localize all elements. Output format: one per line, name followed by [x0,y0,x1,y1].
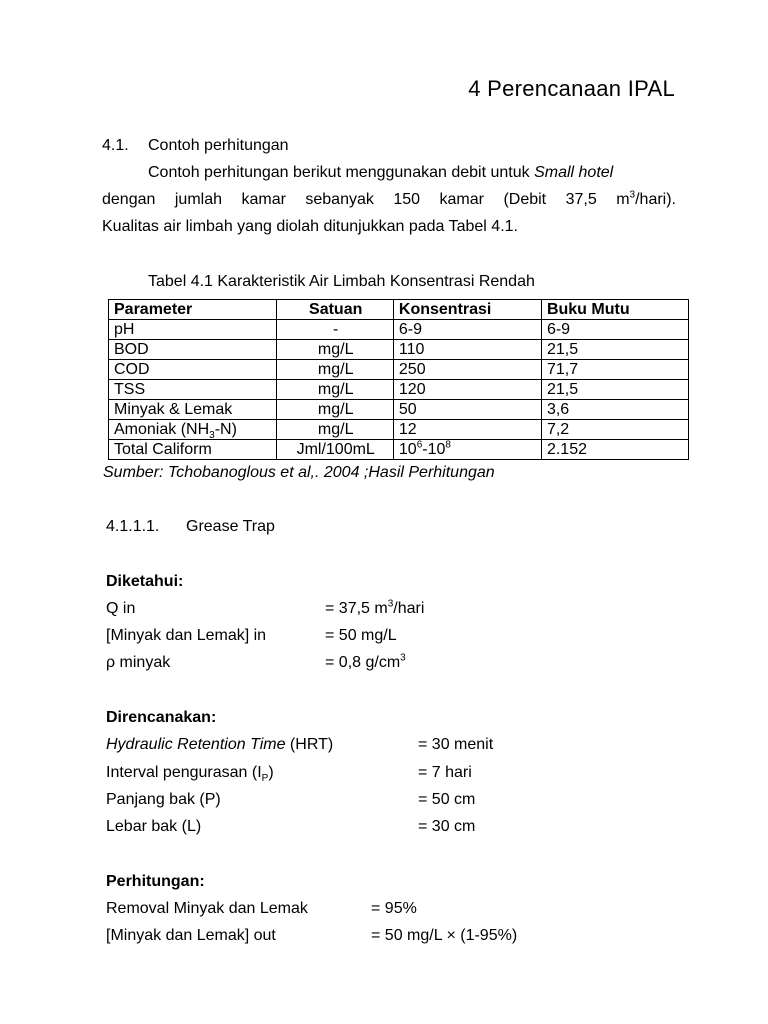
cell-konsentrasi: 6-9 [393,320,541,340]
cell-buku-mutu: 21,5 [541,340,688,360]
diketahui-value-rho [325,654,406,672]
perhitungan-label-removal: Removal Minyak dan Lemak [106,900,308,917]
direncanakan-value-lebar: = 30 cm [418,818,476,835]
direncanakan-value-panjang: = 50 cm [418,791,476,808]
table-source: Sumber: Tchobanoglous et al,. 2004 ;Hasil Perhitungan [103,464,495,481]
table-row [109,420,689,440]
perhitungan-label-out: [Minyak dan Lemak] out [106,927,276,944]
cell-konsentrasi-base: 10 [398,440,417,458]
label-text: (HRT) [285,736,334,753]
cell-konsentrasi-exp1: 6 [416,439,423,451]
cell-parameter: BOD [109,340,277,360]
cell-parameter: COD [109,360,277,380]
cell-satuan: mg/L [277,400,393,420]
chapter-title: 4 Perencanaan IPAL [468,76,675,101]
table-header-satuan: Satuan [277,300,393,320]
cell-parameter [109,420,277,440]
cell-buku-mutu: 2.152 [541,440,688,460]
cell-parameter-text: Amoniak (NH [114,420,210,438]
cell-konsentrasi: 250 [393,360,541,380]
subsection-number: 4.1.1.1. [106,518,160,535]
cell-konsentrasi: 110 [393,340,541,360]
direncanakan-label-lebar: Lebar bak (L) [106,818,202,835]
cell-buku-mutu: 7,2 [541,420,688,440]
table-row [109,360,689,380]
intro-line-1-text: Contoh perhitungan berikut menggunakan debit untuk [148,164,535,181]
table-row [109,440,689,460]
perhitungan-value-removal: = 95% [371,900,417,917]
cell-parameter: pH [109,320,277,340]
intro-line-3: Kualitas air limbah yang diolah ditunjukkan pada Tabel 4.1. [102,218,518,235]
label-text: Interval pengurasan (I [106,764,262,781]
cell-buku-mutu: 6-9 [541,320,688,340]
value-end: /hari [393,600,425,617]
cell-parameter: Total Caliform [109,440,277,460]
table-caption: Tabel 4.1 Karakteristik Air Limbah Konsentrasi Rendah [148,273,535,290]
value-sup: 3 [387,598,394,610]
table-row [109,320,689,340]
label-italic: Hydraulic Retention Time [106,736,286,753]
direncanakan-label-hrt [106,736,333,754]
cell-konsentrasi [393,440,541,460]
direncanakan-label-panjang: Panjang bak (P) [106,791,221,808]
table-row [109,380,689,400]
direncanakan-value-interval: = 7 hari [418,764,472,781]
section-title: Contoh perhitungan [148,137,289,154]
diketahui-label-minyak: [Minyak dan Lemak] in [106,627,267,644]
intro-line-1 [148,164,613,182]
cell-buku-mutu: 71,7 [541,360,688,380]
section-number: 4.1. [102,137,129,154]
diketahui-value-q-in [325,600,424,618]
table-row [109,340,689,360]
cell-satuan: mg/L [277,340,393,360]
diketahui-heading: Diketahui: [106,573,184,590]
table-header-buku-mutu: Buku Mutu [541,300,688,320]
perhitungan-heading: Perhitungan: [106,873,205,890]
table-header-konsentrasi: Konsentrasi [393,300,541,320]
cell-satuan: Jml/100mL [277,440,393,460]
cell-parameter: Minyak & Lemak [109,400,277,420]
intro-line-2-end: /hari). [635,191,676,208]
cell-konsentrasi: 50 [393,400,541,420]
subsection-title: Grease Trap [186,518,275,535]
diketahui-value-minyak: = 50 mg/L [325,627,397,644]
cell-parameter: TSS [109,380,277,400]
table-header-parameter: Parameter [109,300,277,320]
intro-line-1-italic: Small hotel [534,164,614,181]
value-sup: 3 [400,652,406,664]
cell-parameter-end: -N) [214,420,237,438]
intro-line-2 [102,191,676,209]
cell-buku-mutu: 3,6 [541,400,688,420]
cell-satuan: mg/L [277,380,393,400]
cell-konsentrasi: 120 [393,380,541,400]
cell-konsentrasi: 12 [393,420,541,440]
cell-konsentrasi-exp2: 8 [445,439,451,451]
diketahui-label-q-in: Q in [106,600,136,617]
label-end: ) [268,764,274,781]
direncanakan-heading: Direncanakan: [106,709,217,726]
value-text: = 0,8 g/cm [325,654,401,671]
direncanakan-value-hrt: = 30 menit [418,736,494,753]
cell-konsentrasi-mid: -10 [422,440,446,458]
cell-buku-mutu: 21,5 [541,380,688,400]
cell-satuan: mg/L [277,360,393,380]
cell-satuan: mg/L [277,420,393,440]
cell-parameter-sub: 3 [209,429,215,441]
direncanakan-label-interval [106,764,274,785]
cell-satuan: - [277,320,393,340]
table-row [109,400,689,420]
diketahui-label-rho: ρ minyak [106,654,171,671]
intro-line-2-text: dengan jumlah kamar sebanyak 150 kamar (Debit 37,5 m [102,191,630,208]
label-sub: P [261,773,269,785]
value-text: = 37,5 m [325,600,388,617]
perhitungan-value-out: = 50 mg/L × (1-95%) [371,927,518,944]
characteristics-table [108,299,689,460]
intro-line-2-sup: 3 [629,189,636,201]
table-header-row [109,300,689,320]
